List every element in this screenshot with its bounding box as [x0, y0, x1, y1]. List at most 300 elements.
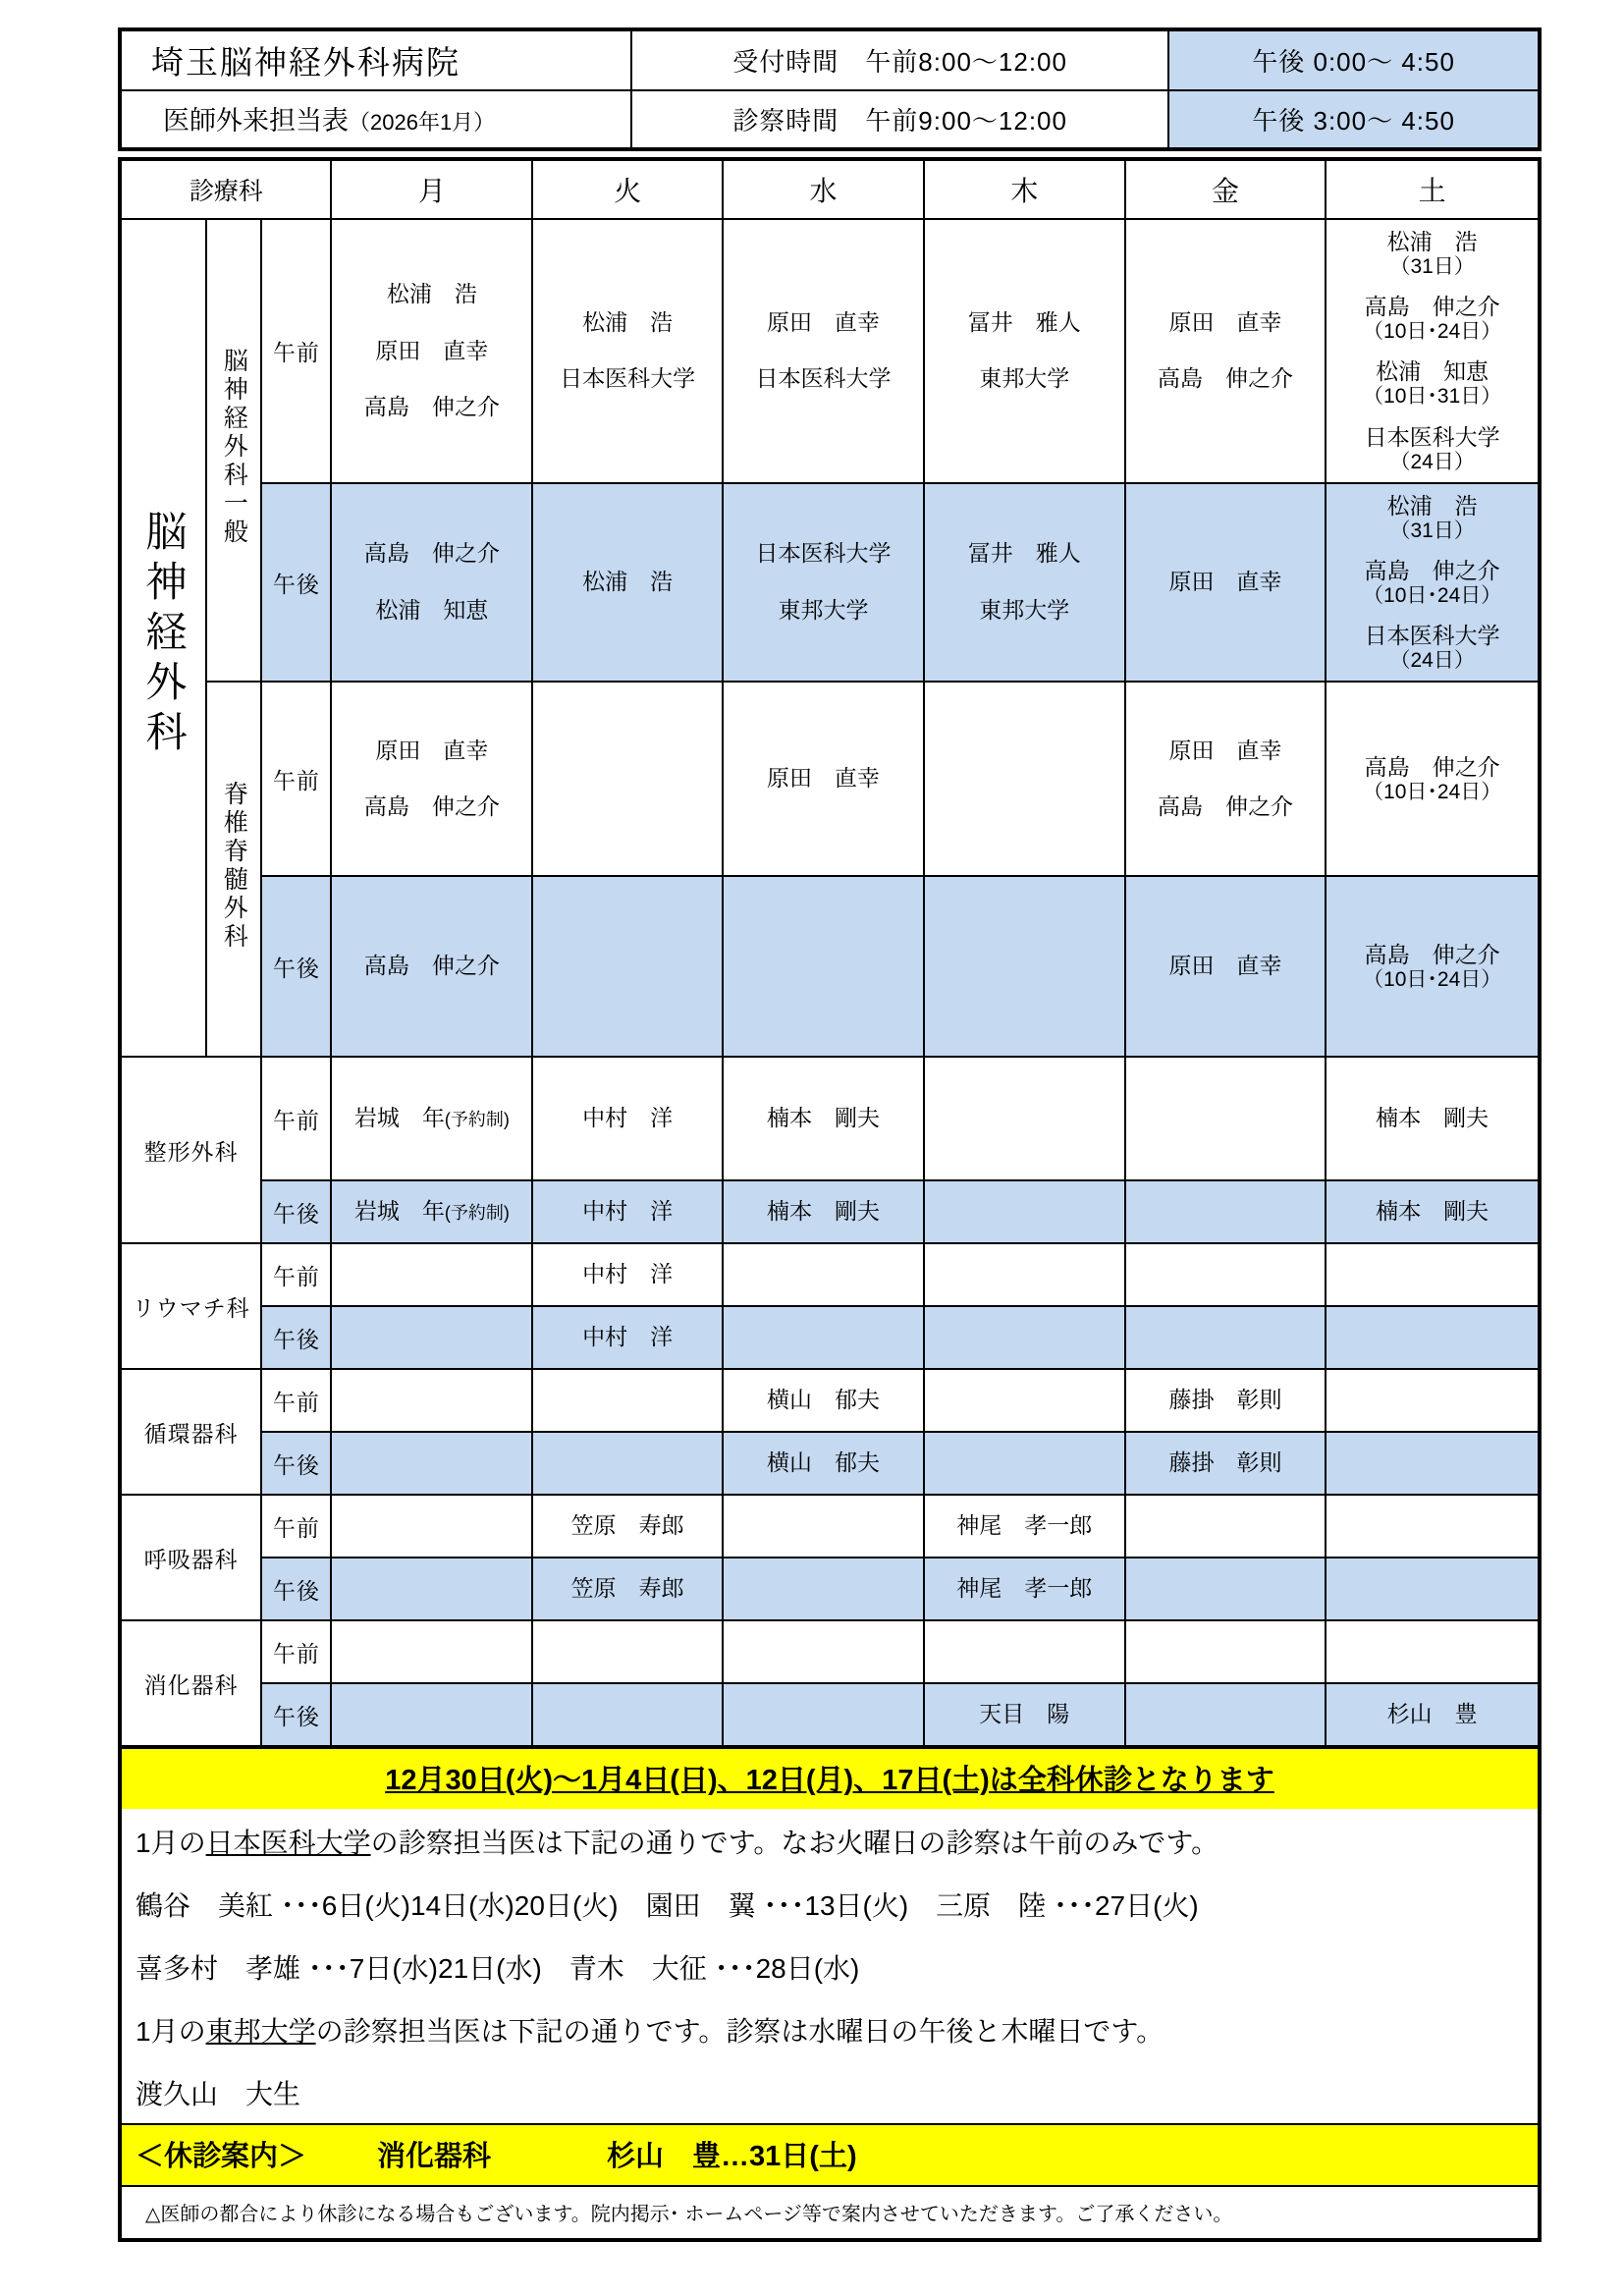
doctor-name: 松浦 浩 — [582, 569, 674, 595]
section-label-1: 整形外科 — [120, 1057, 261, 1243]
header-block — [118, 27, 1542, 151]
closure-banner — [122, 1749, 1538, 1809]
cell-content — [1326, 1089, 1538, 1148]
cell-content — [1326, 933, 1538, 1000]
cell-content — [925, 1685, 1124, 1744]
period-label-午後: 午後 — [261, 1558, 331, 1620]
doctor-entry — [1128, 357, 1324, 401]
doctor-name: 高島 伸之介 — [1364, 754, 1500, 781]
entry-spacer — [334, 772, 529, 786]
group-label-text: 脳神経外科 — [140, 510, 188, 761]
schedule-cell-月-午後 — [331, 1432, 532, 1495]
doctor-entry — [927, 357, 1122, 401]
schedule-row — [120, 1683, 1540, 1747]
nms-intro — [122, 1809, 1538, 1872]
consult-time-pm: 午後 3:00～ 4:50 — [1168, 90, 1540, 149]
doctor-name: 神尾 孝一郎 — [956, 1575, 1093, 1602]
schedule-cell-木-午後 — [924, 1432, 1125, 1495]
entry-spacer — [927, 575, 1122, 589]
doctor-entry — [334, 1190, 529, 1233]
subgroup-label-1 — [206, 682, 261, 1057]
doctor-note: (予約制) — [444, 1203, 510, 1224]
entry-spacer — [1328, 543, 1536, 557]
doctor-name: 松浦 知恵 — [1376, 358, 1489, 385]
period-label-午後: 午後 — [261, 483, 331, 683]
schedule-cell-土-午前 — [1326, 682, 1540, 876]
schedule-cell-火-午前 — [532, 682, 723, 876]
doctor-name: 原田 直幸 — [767, 765, 880, 792]
doctor-entry — [535, 1504, 720, 1548]
schedule-row — [120, 1558, 1540, 1620]
entry-spacer — [1328, 608, 1536, 622]
doctor-entry — [726, 301, 921, 345]
schedule-cell-火-午前 — [532, 1495, 723, 1558]
schedule-cell-月-午後 — [331, 1683, 532, 1747]
doctor-entry — [726, 1379, 921, 1422]
entry-spacer — [726, 575, 921, 589]
doctor-entry — [726, 757, 921, 800]
period-label-午前: 午前 — [261, 682, 331, 876]
doctor-name: 高島 伸之介 — [1364, 942, 1500, 968]
schedule-cell-土-午前 — [1326, 1243, 1540, 1306]
schedule-cell-月-午前 — [331, 1620, 532, 1683]
entry-spacer — [334, 575, 529, 589]
doctor-name: 日本医科大学 — [1364, 423, 1500, 450]
period-label-午前: 午前 — [261, 1057, 331, 1180]
entry-spacer — [726, 344, 921, 357]
doctor-name: 原田 直幸 — [1168, 953, 1282, 979]
doctor-name: 高島 伸之介 — [363, 394, 500, 420]
doctor-name: 藤掛 彰則 — [1168, 1387, 1282, 1413]
doctor-entry — [334, 945, 529, 988]
doc-period-text: （2026年1月） — [349, 110, 496, 135]
schedule-cell-土-午後 — [1326, 1180, 1540, 1243]
schedule-cell-木-午前 — [924, 1243, 1125, 1306]
schedule-row — [120, 1369, 1540, 1432]
doctor-entry — [1128, 945, 1324, 988]
doctor-name: 高島 伸之介 — [363, 540, 500, 567]
schedule-cell-水-午前 — [723, 1057, 924, 1180]
doctor-name: 天目 陽 — [979, 1701, 1070, 1727]
doctor-name: 東邦大学 — [778, 597, 869, 624]
consult-time-am: 診察時間 午前9:00～12:00 — [631, 90, 1168, 149]
cell-content — [533, 1497, 722, 1556]
cell-content — [332, 265, 531, 437]
nms-doctors-line-2: 喜多村 孝雄 ･･･7日(水)21日(水) 青木 大征 ･･･28日(水) — [135, 1953, 860, 1985]
doctor-name: 岩城 年 — [353, 1105, 445, 1131]
schedule-cell-月-午後 — [331, 1558, 532, 1620]
doctor-name: 日本医科大学 — [755, 365, 892, 392]
schedule-cell-火-午後 — [532, 1306, 723, 1369]
schedule-cell-火-午前 — [532, 1057, 723, 1180]
doctor-dates: （10日･24日） — [1363, 320, 1502, 344]
schedule-cell-水-午後 — [723, 1558, 924, 1620]
cell-content — [533, 1245, 722, 1304]
doctor-name: 藤掛 彰則 — [1168, 1449, 1282, 1476]
doctor-name: 冨井 雅人 — [967, 308, 1081, 335]
schedule-cell-金-午前 — [1125, 682, 1326, 876]
cell-content — [533, 1182, 722, 1241]
doctor-entry — [1328, 1097, 1536, 1140]
doctor-name: 杉山 豊 — [1386, 1701, 1478, 1727]
schedule-cell-火-午前 — [532, 1620, 723, 1683]
schedule-row — [120, 876, 1540, 1057]
doctor-entry — [1328, 492, 1536, 543]
doctor-dates: （10日･24日） — [1363, 583, 1502, 607]
schedule-cell-水-午前 — [723, 219, 924, 483]
notices-block — [118, 1749, 1542, 2242]
closure-banner-text: 12月30日(火)～1月4日(日)、12日(月)、17日(土)は全科休診となります — [385, 1765, 1274, 1797]
cell-content — [1126, 937, 1326, 996]
subgroup-label-text: 脳神経外科一般 — [220, 348, 248, 548]
doctor-name: 東邦大学 — [979, 597, 1070, 624]
doctor-entry — [334, 1097, 529, 1140]
doctor-name: 高島 伸之介 — [1157, 365, 1293, 392]
doctor-entry — [334, 730, 529, 773]
section-label-2: リウマチ科 — [120, 1243, 261, 1369]
schedule-cell-火-午前 — [532, 219, 723, 483]
schedule-cell-木-午後 — [924, 1180, 1125, 1243]
schedule-cell-金-午後 — [1125, 483, 1326, 683]
nms-doctors-line-1: 鶴谷 美紅 ･･･6日(火)14日(水)20日(火) 園田 翼 ･･･13日(火) 三原 陸 ･･･27日(火) — [135, 1890, 1199, 1922]
schedule-cell-金-午前 — [1125, 1243, 1326, 1306]
doctor-entry — [726, 1190, 921, 1233]
doctor-entry — [1128, 561, 1324, 604]
doctor-name: 楠本 剛夫 — [767, 1105, 880, 1131]
doctor-dates: （31日） — [1389, 255, 1475, 279]
entry-spacer — [1128, 772, 1324, 786]
schedule-cell-金-午前 — [1125, 1495, 1326, 1558]
schedule-cell-水-午後 — [723, 1432, 924, 1495]
schedule-cell-木-午後 — [924, 1683, 1125, 1747]
doctor-entry — [927, 1567, 1122, 1611]
schedule-cell-水-午後 — [723, 483, 924, 683]
fineprint: △医師の都合により休診になる場合もございます。院内掲示･ ホームページ等で案内させていただきます。ご了承ください。 — [122, 2185, 1538, 2238]
doctor-name: 高島 伸之介 — [1157, 793, 1293, 820]
schedule-cell-金-午後 — [1125, 1180, 1326, 1243]
doctor-entry — [927, 301, 1122, 345]
subgroup-label-text: 脊椎脊髄外科 — [220, 781, 248, 953]
schedule-cell-金-午後 — [1125, 1683, 1326, 1747]
cell-content — [332, 722, 531, 837]
schedule-cell-金-午後 — [1125, 1306, 1326, 1369]
doctor-name: 高島 伸之介 — [363, 793, 500, 820]
period-label-午前: 午前 — [261, 1369, 331, 1432]
doctor-entry — [927, 532, 1122, 575]
entry-spacer — [1328, 344, 1536, 357]
schedule-cell-土-午前 — [1326, 1620, 1540, 1683]
schedule-cell-火-午後 — [532, 1180, 723, 1243]
toho-intro-link: 東邦大学 — [205, 2016, 316, 2048]
doctor-name: 冨井 雅人 — [967, 540, 1081, 567]
cell-content — [533, 1089, 722, 1148]
doctor-entry — [535, 357, 720, 401]
column-header-day-4: 金 — [1125, 159, 1326, 219]
cell-content — [533, 1308, 722, 1367]
schedule-row — [120, 1306, 1540, 1369]
cell-content — [724, 749, 923, 808]
doctor-name: 松浦 浩 — [386, 280, 477, 306]
doctor-name: 原田 直幸 — [767, 308, 880, 335]
doctor-entry — [1128, 301, 1324, 345]
doctor-entry — [334, 273, 529, 316]
schedule-cell-月-午前 — [331, 1243, 532, 1306]
doc-title — [120, 90, 631, 149]
schedule-cell-木-午前 — [924, 1369, 1125, 1432]
doctor-entry — [1328, 357, 1536, 409]
section-label-5: 消化器科 — [120, 1620, 261, 1747]
doctor-entry — [334, 589, 529, 632]
doctor-name: 原田 直幸 — [375, 737, 489, 763]
cell-content — [1126, 1434, 1326, 1493]
doctor-name: 横山 郁夫 — [767, 1387, 880, 1413]
schedule-cell-土-午後 — [1326, 1683, 1540, 1747]
column-header-day-2: 水 — [723, 159, 924, 219]
doctor-name: 中村 洋 — [582, 1198, 674, 1225]
column-header-day-0: 月 — [331, 159, 532, 219]
period-label-午前: 午前 — [261, 1620, 331, 1683]
doctor-name: 原田 直幸 — [1168, 308, 1282, 335]
schedule-cell-水-午前 — [723, 1243, 924, 1306]
doctor-entry — [1328, 1190, 1536, 1233]
doctor-name: 東邦大学 — [979, 365, 1070, 392]
schedule-cell-水-午後 — [723, 1683, 924, 1747]
period-label-午後: 午後 — [261, 1683, 331, 1747]
cell-content — [533, 553, 722, 612]
doctor-entry — [1128, 786, 1324, 829]
doctor-dates: （10日･24日） — [1363, 968, 1502, 992]
schedule-cell-火-午後 — [532, 876, 723, 1057]
schedule-row — [120, 682, 1540, 876]
doctor-entry — [1328, 1693, 1536, 1736]
doctor-name: 楠本 剛夫 — [767, 1198, 880, 1225]
subgroup-label-0 — [206, 219, 261, 682]
doctor-name: 高島 伸之介 — [1364, 294, 1500, 320]
doctor-name: 松浦 浩 — [582, 308, 674, 335]
schedule-cell-土-午後 — [1326, 1306, 1540, 1369]
schedule-cell-水-午後 — [723, 876, 924, 1057]
doctor-entry — [1128, 1379, 1324, 1422]
schedule-cell-木-午前 — [924, 682, 1125, 876]
cell-content — [1326, 1685, 1538, 1744]
doctor-note: (予約制) — [444, 1110, 510, 1130]
schedule-row — [120, 1620, 1540, 1683]
doctor-entry — [726, 357, 921, 401]
schedule-cell-土-午前 — [1326, 1495, 1540, 1558]
schedule-cell-火-午前 — [532, 1369, 723, 1432]
entry-spacer — [1128, 344, 1324, 357]
cell-content — [1126, 1371, 1326, 1430]
schedule-cell-木-午後 — [924, 876, 1125, 1057]
period-label-午後: 午後 — [261, 1180, 331, 1243]
period-label-午前: 午前 — [261, 219, 331, 483]
column-header-day-5: 土 — [1326, 159, 1540, 219]
doctor-entry — [1328, 293, 1536, 344]
schedule-table — [118, 157, 1542, 1749]
schedule-cell-月-午後 — [331, 876, 532, 1057]
entry-spacer — [1328, 410, 1536, 423]
day-header-row — [120, 159, 1540, 219]
doctor-name: 原田 直幸 — [375, 337, 489, 363]
doctor-name: 松浦 浩 — [1386, 229, 1478, 254]
cell-content — [724, 1371, 923, 1430]
cell-content — [724, 1089, 923, 1148]
doctor-entry — [1328, 622, 1536, 673]
section-label-4: 呼吸器科 — [120, 1495, 261, 1620]
schedule-cell-土-午後 — [1326, 483, 1540, 683]
doctor-entry — [927, 1504, 1122, 1548]
doctor-name: 松浦 浩 — [1386, 492, 1478, 519]
schedule-cell-火-午後 — [532, 1432, 723, 1495]
schedule-cell-水-午前 — [723, 682, 924, 876]
schedule-cell-金-午前 — [1125, 219, 1326, 483]
doctor-entry — [1128, 730, 1324, 773]
doctor-dates: （10日･24日） — [1363, 781, 1502, 804]
entry-spacer — [334, 316, 529, 330]
doctor-entry — [535, 1316, 720, 1359]
doctor-name: 高島 伸之介 — [1364, 557, 1500, 583]
entry-spacer — [927, 344, 1122, 357]
schedule-cell-金-午前 — [1125, 1057, 1326, 1180]
schedule-cell-木-午後 — [924, 483, 1125, 683]
period-label-午前: 午前 — [261, 1243, 331, 1306]
doctor-name: 原田 直幸 — [1168, 569, 1282, 595]
doctor-name: 高島 伸之介 — [363, 953, 500, 979]
schedule-cell-金-午前 — [1125, 1369, 1326, 1432]
reception-time-am: 受付時間 午前8:00～12:00 — [631, 29, 1168, 90]
doctor-entry — [535, 1253, 720, 1296]
schedule-cell-水-午前 — [723, 1620, 924, 1683]
doctor-entry — [535, 301, 720, 345]
doctor-entry — [726, 532, 921, 575]
schedule-cell-金-午後 — [1125, 1432, 1326, 1495]
doctor-entry — [535, 561, 720, 604]
toho-doctors-line-1: 渡久山 大生 — [135, 2079, 301, 2110]
doctor-entry — [927, 1693, 1122, 1736]
schedule-cell-水-午後 — [723, 1306, 924, 1369]
schedule-cell-水-午後 — [723, 1180, 924, 1243]
schedule-row — [120, 1243, 1540, 1306]
doctor-name: 横山 郁夫 — [767, 1449, 880, 1476]
schedule-cell-金-午前 — [1125, 1620, 1326, 1683]
doctor-dates: （31日） — [1389, 519, 1475, 542]
schedule-row — [120, 1432, 1540, 1495]
toho-intro-post: の診察担当医は下記の通りです。診察は水曜日の午後と木曜日です。 — [315, 2016, 1164, 2048]
schedule-row — [120, 1180, 1540, 1243]
column-header-day-3: 木 — [924, 159, 1125, 219]
cell-content — [724, 1434, 923, 1493]
schedule-cell-月-午前 — [331, 682, 532, 876]
cell-content — [1126, 722, 1326, 837]
schedule-cell-月-午前 — [331, 219, 532, 483]
cell-content — [533, 294, 722, 409]
schedule-cell-月-午前 — [331, 1495, 532, 1558]
reception-time-pm: 午後 0:00～ 4:50 — [1168, 29, 1540, 90]
cell-content — [1126, 553, 1326, 612]
column-header-day-1: 火 — [532, 159, 723, 219]
schedule-cell-火-午前 — [532, 1243, 723, 1306]
period-label-午前: 午前 — [261, 1495, 331, 1558]
schedule-cell-金-午後 — [1125, 876, 1326, 1057]
schedule-cell-木-午前 — [924, 1057, 1125, 1180]
doctor-entry — [535, 1567, 720, 1611]
doctor-name: 松浦 知恵 — [375, 597, 489, 624]
doctor-dates: （24日） — [1389, 450, 1475, 473]
doctor-name: 楠本 剛夫 — [1376, 1105, 1489, 1131]
schedule-cell-土-午前 — [1326, 219, 1540, 483]
entry-spacer — [1328, 279, 1536, 293]
doctor-entry — [927, 589, 1122, 632]
schedule-row — [120, 483, 1540, 683]
cell-content — [332, 1182, 531, 1241]
doctor-name: 神尾 孝一郎 — [956, 1512, 1093, 1539]
column-header-dept: 診療科 — [120, 159, 331, 219]
cell-content — [1326, 484, 1538, 682]
entry-spacer — [334, 372, 529, 386]
doctor-dates: （24日） — [1389, 649, 1475, 673]
doc-title-text: 医師外来担当表 — [163, 106, 349, 136]
doctor-name: 日本医科大学 — [1364, 623, 1500, 649]
schedule-cell-火-午後 — [532, 1683, 723, 1747]
doctor-entry — [334, 330, 529, 373]
schedule-row — [120, 219, 1540, 483]
doctor-entry — [1328, 941, 1536, 992]
cell-content — [1326, 220, 1538, 482]
schedule-cell-火-午後 — [532, 483, 723, 683]
nms-intro-post: の診察担当医は下記の通りです。なお火曜日の診察は午前のみです。 — [370, 1828, 1219, 1859]
doctor-entry — [334, 386, 529, 429]
schedule-cell-月-午後 — [331, 483, 532, 683]
nms-intro-link: 日本医科大学 — [205, 1828, 371, 1859]
toho-intro-pre: 1月の — [135, 2016, 206, 2048]
hospital-name: 埼玉脳神経外科病院 — [120, 29, 631, 90]
doctor-name: 中村 洋 — [582, 1324, 674, 1350]
doctor-entry — [726, 1442, 921, 1485]
schedule-cell-木-午前 — [924, 1495, 1125, 1558]
doctor-entry — [726, 1097, 921, 1140]
cell-content — [533, 1559, 722, 1618]
cell-content — [332, 1089, 531, 1148]
schedule-cell-土-午前 — [1326, 1369, 1540, 1432]
cell-content — [724, 294, 923, 409]
cell-content — [1326, 745, 1538, 812]
closed-notice-bar — [122, 2123, 1538, 2185]
schedule-cell-土-午後 — [1326, 1558, 1540, 1620]
doctor-entry — [334, 532, 529, 575]
group-label-neurosurgery — [120, 219, 206, 1057]
schedule-row — [120, 1057, 1540, 1180]
schedule-cell-土-午前 — [1326, 1057, 1540, 1180]
doctor-name: 日本医科大学 — [560, 365, 696, 392]
cell-content — [332, 937, 531, 996]
doctor-name: 笠原 寿郎 — [570, 1575, 684, 1602]
doctor-name: 笠原 寿郎 — [570, 1512, 684, 1539]
doctor-name: 中村 洋 — [582, 1105, 674, 1131]
doctor-entry — [535, 1190, 720, 1233]
schedule-cell-木-午後 — [924, 1558, 1125, 1620]
schedule-cell-月-午後 — [331, 1180, 532, 1243]
cell-content — [1126, 294, 1326, 409]
doctor-name: 岩城 年 — [353, 1198, 445, 1225]
schedule-cell-木-午前 — [924, 219, 1125, 483]
schedule-cell-水-午前 — [723, 1369, 924, 1432]
doctor-entry — [1128, 1442, 1324, 1485]
doctor-dates: （10日･31日） — [1363, 385, 1502, 409]
cell-content — [925, 524, 1124, 639]
toho-intro — [122, 1997, 1538, 2060]
cell-content — [332, 524, 531, 639]
doctor-name: 日本医科大学 — [755, 540, 892, 567]
